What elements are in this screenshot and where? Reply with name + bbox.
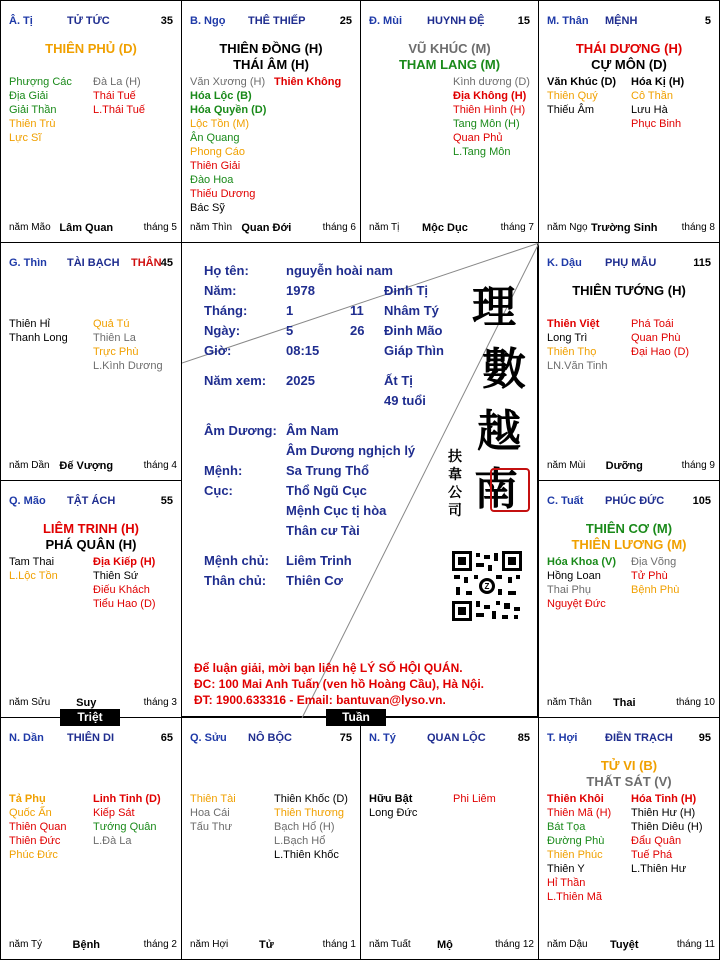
left-star-list <box>547 75 616 117</box>
minor-star: Hóa Lộc (B) <box>190 90 252 102</box>
minor-star: Tấu Thư <box>190 821 233 833</box>
palace-branch: Đ. Mùi <box>369 15 402 27</box>
minor-star: Quốc Ấn <box>9 807 52 819</box>
minor-star: Thiên Khôi <box>547 793 604 805</box>
minor-star: Thiên Quý <box>547 90 598 102</box>
main-star: VŨ KHÚC (M) <box>408 41 491 56</box>
palace-than-marker: THÂN <box>131 257 162 269</box>
palace-footer <box>547 697 715 709</box>
minor-star: Lộc Tồn (M) <box>190 118 250 130</box>
palace-suu[interactable] <box>181 717 361 960</box>
minor-star: Tuế Phá <box>631 849 673 861</box>
palace-number: 25 <box>339 15 352 27</box>
right-star-list <box>93 792 161 848</box>
palace-name: PHÚC ĐỨC <box>605 495 665 507</box>
footer-month: tháng 3 <box>143 697 177 708</box>
main-star: THIÊN ĐỒNG (H) <box>219 41 323 56</box>
minor-star: Kiếp Sát <box>93 807 135 819</box>
palace-footer <box>369 222 534 234</box>
contact-line-3: ĐT: 1900.633316 - Email: bantuvan@lyso.vn. <box>194 693 446 707</box>
minor-star: Quả Tú <box>93 318 130 330</box>
palace-branch: Q. Sửu <box>190 732 227 744</box>
minor-star: Thiên Tài <box>190 793 236 805</box>
minor-star: Hóa Tinh (H) <box>631 793 697 805</box>
footer-month: tháng 6 <box>322 222 356 233</box>
footer-month: tháng 8 <box>681 222 715 233</box>
footer-year: năm Tuất <box>369 939 411 950</box>
footer-year: năm Mùi <box>547 460 586 471</box>
palace-branch: Â. Tị <box>9 15 33 27</box>
footer-life-stage: Tuyệt <box>610 939 639 951</box>
palace-footer <box>547 939 715 951</box>
minor-star: Văn Xương (H) <box>190 76 266 88</box>
minor-star: Thiên Việt <box>547 318 600 330</box>
left-star-list <box>9 75 72 145</box>
palace-name: TÀI BẠCH <box>67 257 120 269</box>
palace-footer <box>369 939 534 951</box>
minor-star: Đường Phù <box>547 835 605 847</box>
minor-star: Phượng Các <box>9 76 72 88</box>
main-star: THIÊN TƯỚNG (H) <box>572 283 686 298</box>
minor-star: Trực Phù <box>93 346 139 358</box>
right-star-list <box>631 792 703 876</box>
calligraphy-char-3: 越 <box>477 406 521 457</box>
main-star: TỬ VI (B) <box>600 758 658 773</box>
main-star: THÁI ÂM (H) <box>233 57 309 72</box>
minor-star: Địa Võng <box>631 556 677 568</box>
right-star-list <box>93 555 156 611</box>
label-than-chu: Thân chủ: <box>204 573 267 588</box>
label-menh-chu: Mệnh chủ: <box>204 553 269 568</box>
minor-star: Đại Hao (D) <box>631 346 690 358</box>
value-cuc-3: Thân cư Tài <box>286 523 360 538</box>
minor-star: Thai Phụ <box>547 584 592 596</box>
minor-star: Long Trì <box>547 332 588 344</box>
minor-star: Thiên Trù <box>9 118 56 130</box>
minor-star: Thái Tuế <box>93 90 136 102</box>
minor-star: Thiên Hư (H) <box>631 807 696 819</box>
footer-life-stage: Mộ <box>436 939 453 951</box>
minor-star: Kình dương (D) <box>453 76 530 88</box>
right-star-list <box>274 75 341 89</box>
main-star: THIÊN PHỦ (D) <box>45 41 137 56</box>
minor-star: L.Thiên Khốc <box>274 849 339 861</box>
palace-name: THÊ THIẾP <box>248 15 306 27</box>
left-star-list <box>547 555 616 611</box>
minor-star: Đào Hoa <box>190 174 234 186</box>
value-ngay-can: Đinh Mão <box>384 323 443 338</box>
footer-month: tháng 10 <box>676 697 715 708</box>
footer-life-stage: Quan Đới <box>241 222 292 234</box>
footer-life-stage: Bệnh <box>72 939 101 951</box>
palace-name: TẬT ÁCH <box>67 495 116 507</box>
svg-text:Z: Z <box>484 582 490 591</box>
palace-footer <box>547 460 715 472</box>
left-star-list <box>190 75 266 215</box>
minor-star: Thiên Sứ <box>93 570 139 582</box>
minor-star: L.Thái Tuế <box>93 104 145 116</box>
right-star-list <box>453 75 530 159</box>
minor-star: Địa Kiếp (H) <box>93 556 156 568</box>
left-star-list <box>547 317 608 373</box>
minor-star: Thiên Diêu (H) <box>631 821 703 833</box>
right-star-list <box>274 792 348 862</box>
minor-star: L.Lộc Tồn <box>9 570 58 582</box>
minor-star: Linh Tinh (D) <box>93 793 161 805</box>
minor-star: Địa Không (H) <box>453 90 527 102</box>
footer-year: năm Mão <box>9 222 51 233</box>
minor-star: Bệnh Phù <box>631 584 680 596</box>
minor-star: Thiên Quan <box>9 821 67 833</box>
label-menh: Mệnh: <box>204 463 243 478</box>
footer-life-stage: Suy <box>76 697 97 709</box>
minor-star: Thiên Khốc (D) <box>274 793 348 805</box>
palace-branch: C. Tuất <box>547 495 584 507</box>
right-star-list <box>93 75 145 117</box>
minor-star: Cô Thần <box>631 90 673 102</box>
minor-star: Quan Phù <box>631 332 681 344</box>
value-tuoi: 49 tuổi <box>384 393 426 408</box>
palace-footer <box>190 939 356 951</box>
minor-star: Thiếu Dương <box>190 188 256 200</box>
footer-life-stage: Lâm Quan <box>59 222 114 234</box>
left-star-list <box>369 792 417 820</box>
minor-star: Ân Quang <box>190 132 240 144</box>
palace-name: MỆNH <box>605 15 638 27</box>
palace-mui[interactable] <box>360 0 539 243</box>
minor-star: Phá Toái <box>631 318 674 330</box>
value-thang-can: Nhâm Tý <box>384 303 439 318</box>
right-star-list <box>93 317 163 373</box>
footer-year: năm Tị <box>369 222 400 233</box>
minor-star: Thiên Y <box>547 863 585 875</box>
palace-mao[interactable] <box>0 480 182 718</box>
footer-life-stage: Dưỡng <box>605 460 643 472</box>
palace-ngo[interactable] <box>181 0 361 243</box>
minor-star: Bát Tọa <box>547 821 586 833</box>
value-am-duong-2: Âm Dương nghịch lý <box>286 443 416 458</box>
palace-than[interactable] <box>538 0 720 243</box>
label-ho-ten: Họ tên: <box>204 263 249 278</box>
palace-tuat[interactable] <box>538 480 720 718</box>
minor-star: L.Kình Dương <box>93 360 163 372</box>
label-ngay: Ngày: <box>204 323 241 338</box>
minor-star: Đà La (H) <box>93 76 141 88</box>
value-nam-xem-can: Ất Tị <box>384 373 413 388</box>
main-star: LIÊM TRINH (H) <box>42 521 140 536</box>
footer-life-stage: Đế Vượng <box>59 460 114 472</box>
value-gio-can: Giáp Thìn <box>384 343 444 358</box>
minor-star: Tả Phụ <box>9 793 46 805</box>
palace-name: TỬ TỨC <box>67 15 110 27</box>
minor-star: Phong Cáo <box>190 146 246 158</box>
minor-star: Hồng Loan <box>547 570 601 582</box>
minor-star: Tướng Quân <box>93 821 157 833</box>
palace-number: 55 <box>160 495 173 507</box>
palace-number: 95 <box>698 732 711 744</box>
palace-number: 5 <box>704 15 711 27</box>
footer-month: tháng 5 <box>143 222 177 233</box>
palace-name: ĐIỀN TRẠCH <box>605 732 673 744</box>
left-star-list <box>547 792 611 904</box>
tuan-tag: Tuần <box>326 709 386 726</box>
minor-star: Thiếu Âm <box>547 104 595 116</box>
footer-month: tháng 1 <box>322 939 356 950</box>
minor-star: Hoa Cái <box>190 807 230 819</box>
minor-star: Lưu Hà <box>631 104 668 116</box>
palace-number: 65 <box>160 732 173 744</box>
qr-code-icon[interactable] <box>452 551 522 621</box>
palace-branch: M. Thân <box>547 15 589 27</box>
value-menh-chu: Liêm Trinh <box>286 553 352 568</box>
right-star-list <box>631 75 684 131</box>
footer-month: tháng 4 <box>143 460 177 471</box>
footer-month: tháng 11 <box>676 939 715 950</box>
palace-footer <box>9 939 177 951</box>
value-ho-ten: nguyễn hoài nam <box>286 263 393 278</box>
value-nam: 1978 <box>286 283 315 298</box>
footer-month: tháng 7 <box>500 222 534 233</box>
right-star-list <box>453 792 496 806</box>
right-star-list <box>631 317 689 359</box>
label-nam: Năm: <box>204 283 237 298</box>
palace-number: 75 <box>339 732 352 744</box>
value-menh: Sa Trung Thổ <box>286 463 370 478</box>
minor-star: Hữu Bật <box>369 793 413 805</box>
value-thang: 1 <box>286 303 294 318</box>
minor-star: Thiên Phúc <box>547 849 603 861</box>
minor-star: Phục Binh <box>631 118 682 130</box>
minor-star: Thiên La <box>93 332 136 344</box>
footer-year: năm Hợi <box>190 939 229 950</box>
minor-star: Phúc Đức <box>9 849 58 861</box>
minor-star: L.Thiên Mã <box>547 891 603 903</box>
minor-star: Hóa Khoa (V) <box>547 556 617 568</box>
footer-life-stage: Trường Sinh <box>591 222 658 234</box>
main-star: PHÁ QUÂN (H) <box>45 537 137 552</box>
footer-year: năm Dần <box>9 460 50 471</box>
minor-star: L.Bạch Hổ <box>274 835 326 847</box>
minor-star: Phi Liêm <box>453 793 496 805</box>
label-cuc: Cục: <box>204 483 233 498</box>
footer-life-stage: Mộc Dục <box>421 222 468 234</box>
minor-star: LN.Văn Tinh <box>547 360 608 372</box>
minor-star: Bác Sỹ <box>190 202 225 214</box>
footer-year: năm Sửu <box>9 697 51 708</box>
footer-year: năm Thân <box>547 697 592 708</box>
value-ngay-am: 26 <box>350 323 365 338</box>
minor-star: Bạch Hổ (H) <box>274 821 335 833</box>
minor-star: Hóa Quyền (D) <box>190 104 267 116</box>
palace-name: NÔ BỘC <box>248 732 292 744</box>
footer-month: tháng 2 <box>143 939 177 950</box>
minor-star: L.Đà La <box>93 835 132 847</box>
main-star: THAM LANG (M) <box>398 57 501 72</box>
palace-branch: N. Tý <box>369 732 396 744</box>
label-am-duong: Âm Dương: <box>204 423 277 438</box>
minor-star: Thiên Không <box>274 76 342 88</box>
footer-life-stage: Tử <box>259 939 274 951</box>
palace-number: 15 <box>517 15 530 27</box>
minor-star: Long Đức <box>369 807 418 819</box>
minor-star: Địa Giải <box>9 90 49 102</box>
footer-month: tháng 12 <box>495 939 534 950</box>
left-star-list <box>9 792 66 862</box>
minor-star: Tiểu Hao (D) <box>93 598 156 610</box>
value-than-chu: Thiên Cơ <box>286 573 343 588</box>
minor-star: Thiên Hỉ <box>9 318 50 330</box>
label-nam-xem: Năm xem: <box>204 373 267 388</box>
center-info-panel <box>181 242 538 717</box>
palace-name: QUAN LỘC <box>427 732 486 744</box>
value-cuc: Thổ Ngũ Cục <box>286 483 367 498</box>
palace-footer <box>9 460 177 472</box>
minor-star: Lực Sĩ <box>9 132 42 144</box>
main-star: CỰ MÔN (D) <box>591 57 667 72</box>
palace-branch: T. Hợi <box>547 732 578 744</box>
value-gio: 08:15 <box>286 343 320 358</box>
minor-star: Hóa Kị (H) <box>631 76 685 88</box>
minor-star: Đẩu Quân <box>631 835 682 847</box>
palace-branch: N. Dần <box>9 732 44 744</box>
palace-branch: B. Ngọ <box>190 15 226 27</box>
value-am-duong: Âm Nam <box>286 423 339 438</box>
palace-number: 85 <box>517 732 530 744</box>
minor-star: Thiên Đức <box>9 835 61 847</box>
minor-star: L.Thiên Hư <box>631 863 687 875</box>
footer-year: năm Thìn <box>190 222 233 233</box>
palace-footer <box>9 697 177 709</box>
palace-number: 105 <box>692 495 711 507</box>
calligraphy-char-1: 理 <box>472 282 516 333</box>
left-star-list <box>9 555 58 583</box>
minor-star: Quan Phủ <box>453 132 503 144</box>
palace-footer <box>190 222 356 234</box>
main-star: THÁI DƯƠNG (H) <box>575 41 683 56</box>
palace-name: HUYNH ĐỆ <box>427 15 485 27</box>
minor-star: Thiên Hình (H) <box>453 104 526 116</box>
footer-life-stage: Thai <box>612 697 636 709</box>
calligraphy-char-2: 數 <box>482 344 526 395</box>
palace-number: 35 <box>160 15 173 27</box>
value-nam-can: Đinh Tị <box>384 283 429 298</box>
triet-tag: Triệt <box>60 709 120 726</box>
palace-number: 45 <box>160 257 173 269</box>
right-star-list <box>631 555 679 597</box>
palace-branch: Q. Mão <box>9 495 46 507</box>
footer-month: tháng 9 <box>681 460 715 471</box>
company-seal-text: 扶 韋 公 司 <box>448 449 462 519</box>
palace-ty[interactable] <box>0 0 182 243</box>
calligraphy-char-4: 南 <box>474 464 518 515</box>
left-star-list <box>190 792 236 834</box>
palace-dau[interactable] <box>538 242 720 481</box>
minor-star: Tam Thai <box>9 556 55 568</box>
main-star: THIÊN LƯƠNG (M) <box>571 537 687 552</box>
palace-branch: G. Thìn <box>9 257 47 269</box>
palace-name: THIÊN DI <box>67 732 115 744</box>
palace-hoi[interactable] <box>538 717 720 960</box>
palace-number: 115 <box>693 257 711 269</box>
footer-year: năm Ngọ <box>547 222 588 233</box>
main-star: THẤT SÁT (V) <box>586 774 672 789</box>
minor-star: Nguyệt Đức <box>547 598 606 610</box>
value-cuc-2: Mệnh Cục tị hòa <box>286 503 387 518</box>
palace-ty2[interactable] <box>360 717 539 960</box>
palace-thin[interactable] <box>0 242 182 481</box>
minor-star: Tử Phù <box>631 570 668 582</box>
minor-star: Thiên Mã (H) <box>547 807 612 819</box>
label-gio: Giờ: <box>204 343 232 358</box>
minor-star: Điếu Khách <box>93 584 150 596</box>
contact-line-2: ĐC: 100 Mai Anh Tuấn (ven hồ Hoàng Cầu), Hà Nội. <box>194 677 485 691</box>
minor-star: Thanh Long <box>9 332 68 344</box>
palace-footer <box>547 222 715 234</box>
minor-star: L.Tang Môn <box>453 146 511 158</box>
footer-year: năm Dậu <box>547 939 588 950</box>
main-star: THIÊN CƠ (M) <box>585 521 673 536</box>
left-star-list <box>9 317 68 345</box>
minor-star: Tang Môn (H) <box>453 118 520 130</box>
red-seal-icon <box>490 468 530 512</box>
label-thang: Tháng: <box>204 303 248 318</box>
palace-branch: K. Dậu <box>547 257 582 269</box>
minor-star: Văn Khúc (D) <box>547 76 617 88</box>
minor-star: Giải Thần <box>9 104 57 116</box>
value-nam-xem: 2025 <box>286 373 315 388</box>
palace-footer <box>9 222 177 234</box>
minor-star: Thiên Giải <box>190 160 241 172</box>
palace-name: PHỤ MẪU <box>605 257 657 269</box>
value-ngay: 5 <box>286 323 294 338</box>
minor-star: Thiên Thương <box>274 807 345 819</box>
contact-line-1: Để luận giải, mời bạn liên hệ LÝ SỐ HỘI QUÁN. <box>194 661 463 675</box>
minor-star: Thiên Thọ <box>547 346 597 358</box>
palace-dan[interactable] <box>0 717 182 960</box>
footer-year: năm Tý <box>9 939 43 950</box>
value-thang-am: 11 <box>350 303 364 318</box>
minor-star: Hỉ Thần <box>547 877 586 889</box>
